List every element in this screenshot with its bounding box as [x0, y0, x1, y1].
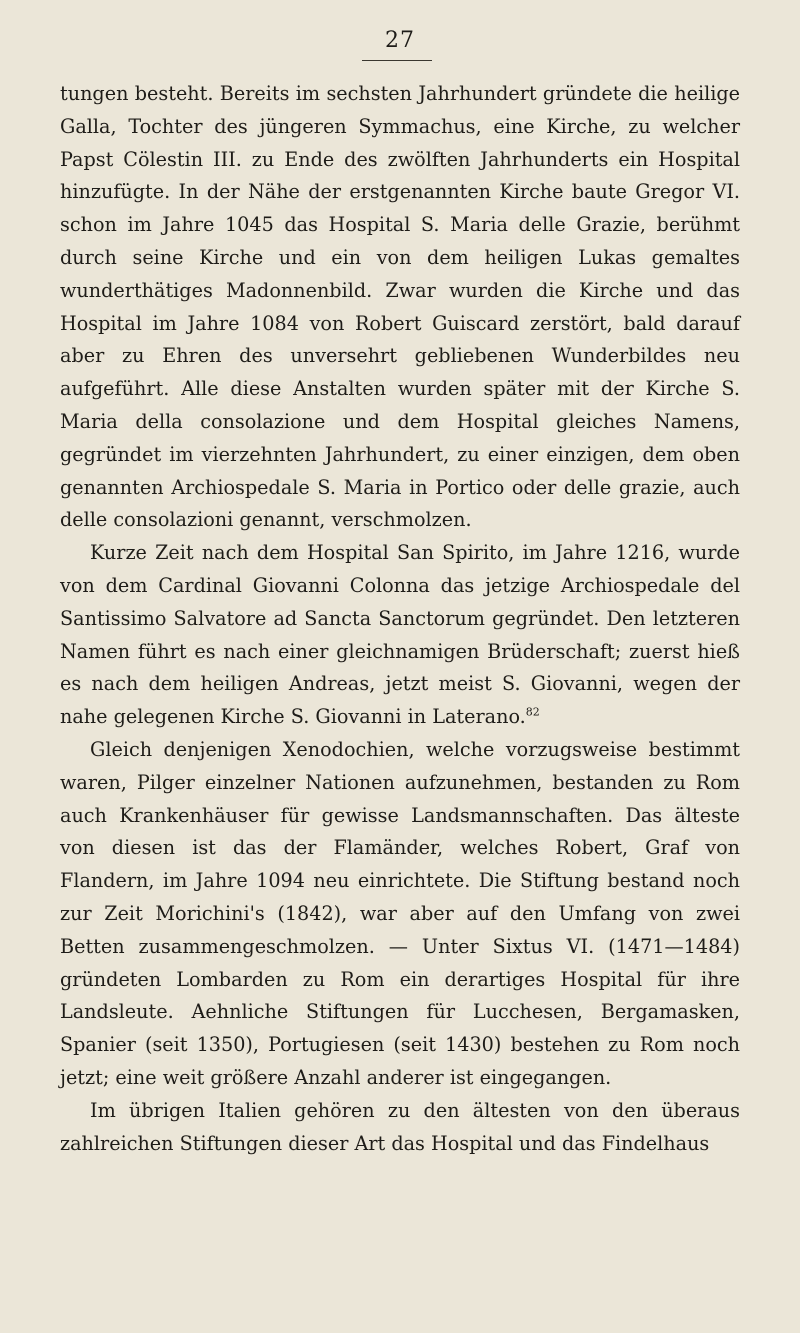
paragraph-3: Gleich denjenigen Xenodochien, welche vorzugsweise bestimmt waren, Pilger einzelner Nationen aufzunehmen, bestanden zu Rom auch Krankenhäuser für gewisse Landsmannschaften. Das älteste von diesen ist das der Flamänder, welches Robert, Graf von Flandern, im Jahre 1094 neu einrichtete. Die Stiftung bestand noch zur Zeit Morichini's (1842), war aber auf den Umfang von zwei Betten zusammengeschmolzen. — Unter Sixtus VI. (1471—1484) gründeten Lombarden zu Rom ein derartiges Hospital für ihre Landsleute. Aehnliche Stiftungen für Lucchesen, Bergamasken, Spanier (seit 1350), Portugiesen (seit 1430) bestehen zu Rom noch jetzt; eine weit größere Anzahl anderer ist eingegangen.: [60, 737, 740, 1089]
footnote-ref: 82: [525, 705, 540, 719]
paragraph-2: [60, 537, 740, 734]
paragraph-4: Im übrigen Italien gehören zu den ältesten von den überaus zahlreichen Stiftungen dieser Art das Hospital und das Findelhaus: [60, 1098, 740, 1155]
page-number: 27: [385, 28, 415, 53]
page-number-rule: [362, 60, 432, 61]
body-text: [60, 78, 740, 1160]
paragraph-1: tungen besteht. Bereits im sechsten Jahrhundert gründete die heilige Galla, Tochter des jüngeren Symmachus, eine Kirche, zu welcher Papst Cölestin III. zu Ende des zwölften Jahrhunderts ein Hospital hinzufügte. In der Nähe der erstgenannten Kirche baute Gregor VI. schon im Jahre 1045 das Hospital S. Maria delle Grazie, berühmt durch seine Kirche und ein von dem heiligen Lukas gemaltes wunderthätiges Madonnenbild. Zwar wurden die Kirche und das Hospital im Jahre 1084 von Robert Guiscard zerstört, bald darauf aber zu Ehren des unversehrt gebliebenen Wunderbildes neu aufgeführt. Alle diese Anstalten wurden später mit der Kirche S. Maria della consolazione und dem Hospital gleiches Namens, gegründet im vierzehnten Jahrhundert, zu einer einzigen, dem oben genannten Archiospedale S. Maria in Portico oder delle grazie, auch delle consolazioni genannt, verschmolzen.: [60, 82, 740, 532]
paragraph-2-text: Kurze Zeit nach dem Hospital San Spirito, im Jahre 1216, wurde von dem Cardinal Giovanni Colonna das jetzige Archiospedale del Santissimo Salvatore ad Sancta Sanctorum gegründet. Den letzteren Namen führt es nach einer gleichnamigen Brüderschaft; zuerst hieß es nach dem heiligen Andreas, jetzt meist S. Giovanni, wegen der nahe gelegenen Kirche S. Giovanni in Laterano.: [60, 541, 740, 729]
